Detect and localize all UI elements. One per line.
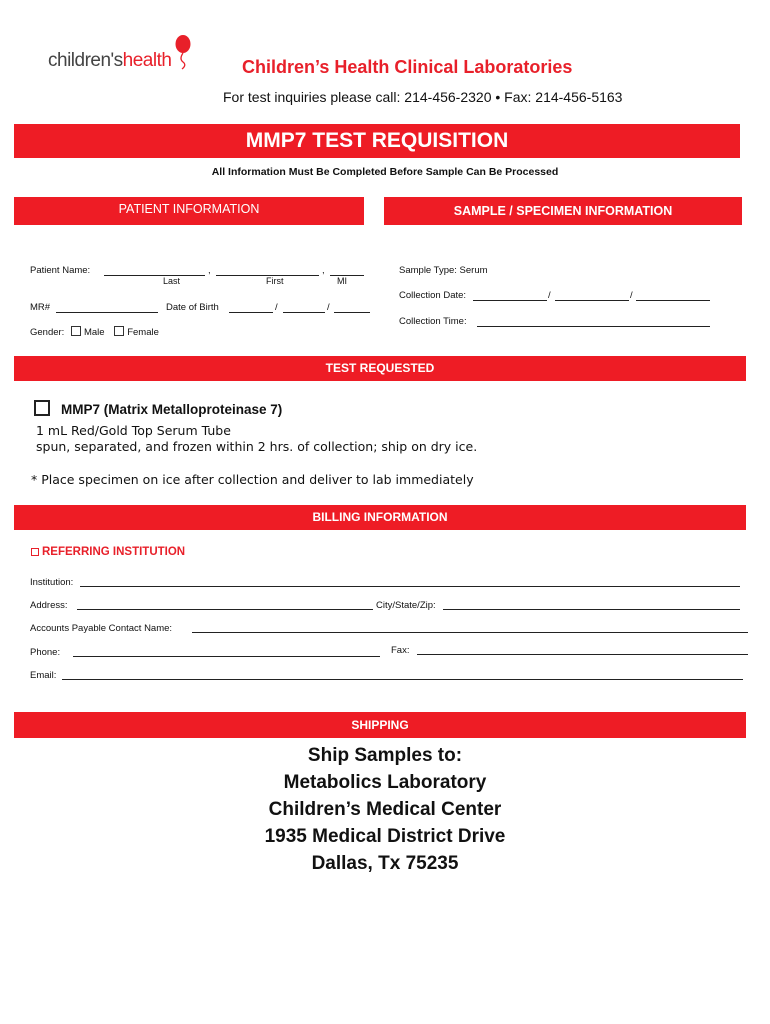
name-separator: , [322, 265, 325, 276]
ship-street: 1935 Medical District Drive [264, 826, 506, 847]
sample-info-heading: SAMPLE / SPECIMEN INFORMATION [453, 204, 673, 218]
shipping-heading: SHIPPING [351, 718, 409, 732]
dob-label: Date of Birth [166, 302, 219, 313]
date-slash: / [630, 290, 633, 301]
email-label: Email: [30, 670, 57, 681]
address-field[interactable] [77, 609, 373, 610]
dob-month-field[interactable] [229, 312, 273, 313]
phone-label: Phone: [30, 647, 61, 658]
referring-checkbox[interactable] [31, 548, 39, 556]
mr-label: MR# [30, 302, 51, 313]
collection-date-month-field[interactable] [473, 300, 547, 301]
form-title-bar [14, 124, 740, 158]
test-requested-header [14, 356, 746, 381]
form-title: MMP7 TEST REQUISITION [245, 129, 509, 152]
first-caption: First [266, 276, 284, 286]
dob-slash: / [275, 302, 278, 313]
collection-date-year-field[interactable] [636, 300, 710, 301]
male-checkbox[interactable] [71, 326, 81, 336]
ship-to-heading: Ship Samples to: [307, 745, 463, 766]
tube-requirement: 1 mL Red/Gold Top Serum Tube [36, 423, 231, 438]
mi-field[interactable] [330, 275, 364, 276]
collection-time-label: Collection Time: [399, 316, 467, 327]
female-label: Female [127, 327, 159, 338]
female-checkbox[interactable] [114, 326, 124, 336]
address-label: Address: [30, 600, 68, 611]
billing-header [14, 505, 746, 530]
contact-line: For test inquiries please call: 214-456-2320 • Fax: 214-456-5163 [223, 89, 623, 105]
dob-day-field[interactable] [283, 312, 325, 313]
fax-field[interactable] [417, 654, 748, 655]
form-subtitle: All Information Must Be Completed Before Sample Can Be Processed [211, 166, 559, 178]
test-checkbox[interactable] [34, 400, 50, 416]
collection-date-day-field[interactable] [555, 300, 629, 301]
name-separator: , [208, 265, 211, 276]
sample-type: Sample Type: Serum [399, 265, 488, 276]
page-header-title: Children’s Health Clinical Laboratories [242, 57, 573, 77]
ship-center-name: Children’s Medical Center [268, 799, 502, 820]
city-field[interactable] [443, 609, 740, 610]
ship-lab-name: Metabolics Laboratory [283, 772, 487, 793]
phone-field[interactable] [73, 656, 380, 657]
ap-contact-label: Accounts Payable Contact Name: [30, 623, 173, 634]
collection-time-field[interactable] [477, 326, 710, 327]
billing-heading: BILLING INFORMATION [312, 510, 448, 524]
gender-label: Gender: [30, 327, 65, 338]
logo-text-children: children's [48, 50, 123, 71]
processing-instructions: spun, separated, and frozen within 2 hrs. of collection; ship on dry ice. [36, 439, 478, 454]
email-field[interactable] [62, 679, 743, 680]
patient-info-header [14, 197, 364, 225]
last-caption: Last [163, 276, 181, 286]
institution-field[interactable] [80, 586, 740, 587]
balloon-icon [172, 34, 194, 70]
referring-label: REFERRING INSTITUTION [42, 546, 186, 558]
date-slash: / [548, 290, 551, 301]
specimen-note: * Place specimen on ice after collection and deliver to lab immediately [31, 472, 474, 487]
mr-field[interactable] [56, 312, 158, 313]
dob-year-field[interactable] [334, 312, 370, 313]
gender-row [30, 326, 159, 338]
patient-info-heading: PATIENT INFORMATION [118, 202, 260, 216]
test-name: MMP7 (Matrix Metalloproteinase 7) [61, 402, 283, 417]
test-requested-heading: TEST REQUESTED [325, 361, 435, 375]
ship-city: Dallas, Tx 75235 [311, 853, 459, 874]
last-name-field[interactable] [104, 275, 205, 276]
referring-institution-option[interactable] [31, 546, 185, 558]
dob-slash: / [327, 302, 330, 313]
ap-contact-field[interactable] [192, 632, 748, 633]
logo-text-health: health [122, 50, 172, 71]
fax-label: Fax: [391, 645, 410, 656]
male-label: Male [83, 327, 105, 338]
shipping-header [14, 712, 746, 738]
institution-label: Institution: [30, 577, 74, 588]
city-label: City/State/Zip: [376, 600, 436, 611]
logo [48, 50, 171, 72]
collection-date-label: Collection Date: [399, 290, 467, 301]
mi-caption: MI [337, 276, 347, 286]
patient-name-label: Patient Name: [30, 265, 91, 276]
sample-info-header [384, 197, 742, 225]
